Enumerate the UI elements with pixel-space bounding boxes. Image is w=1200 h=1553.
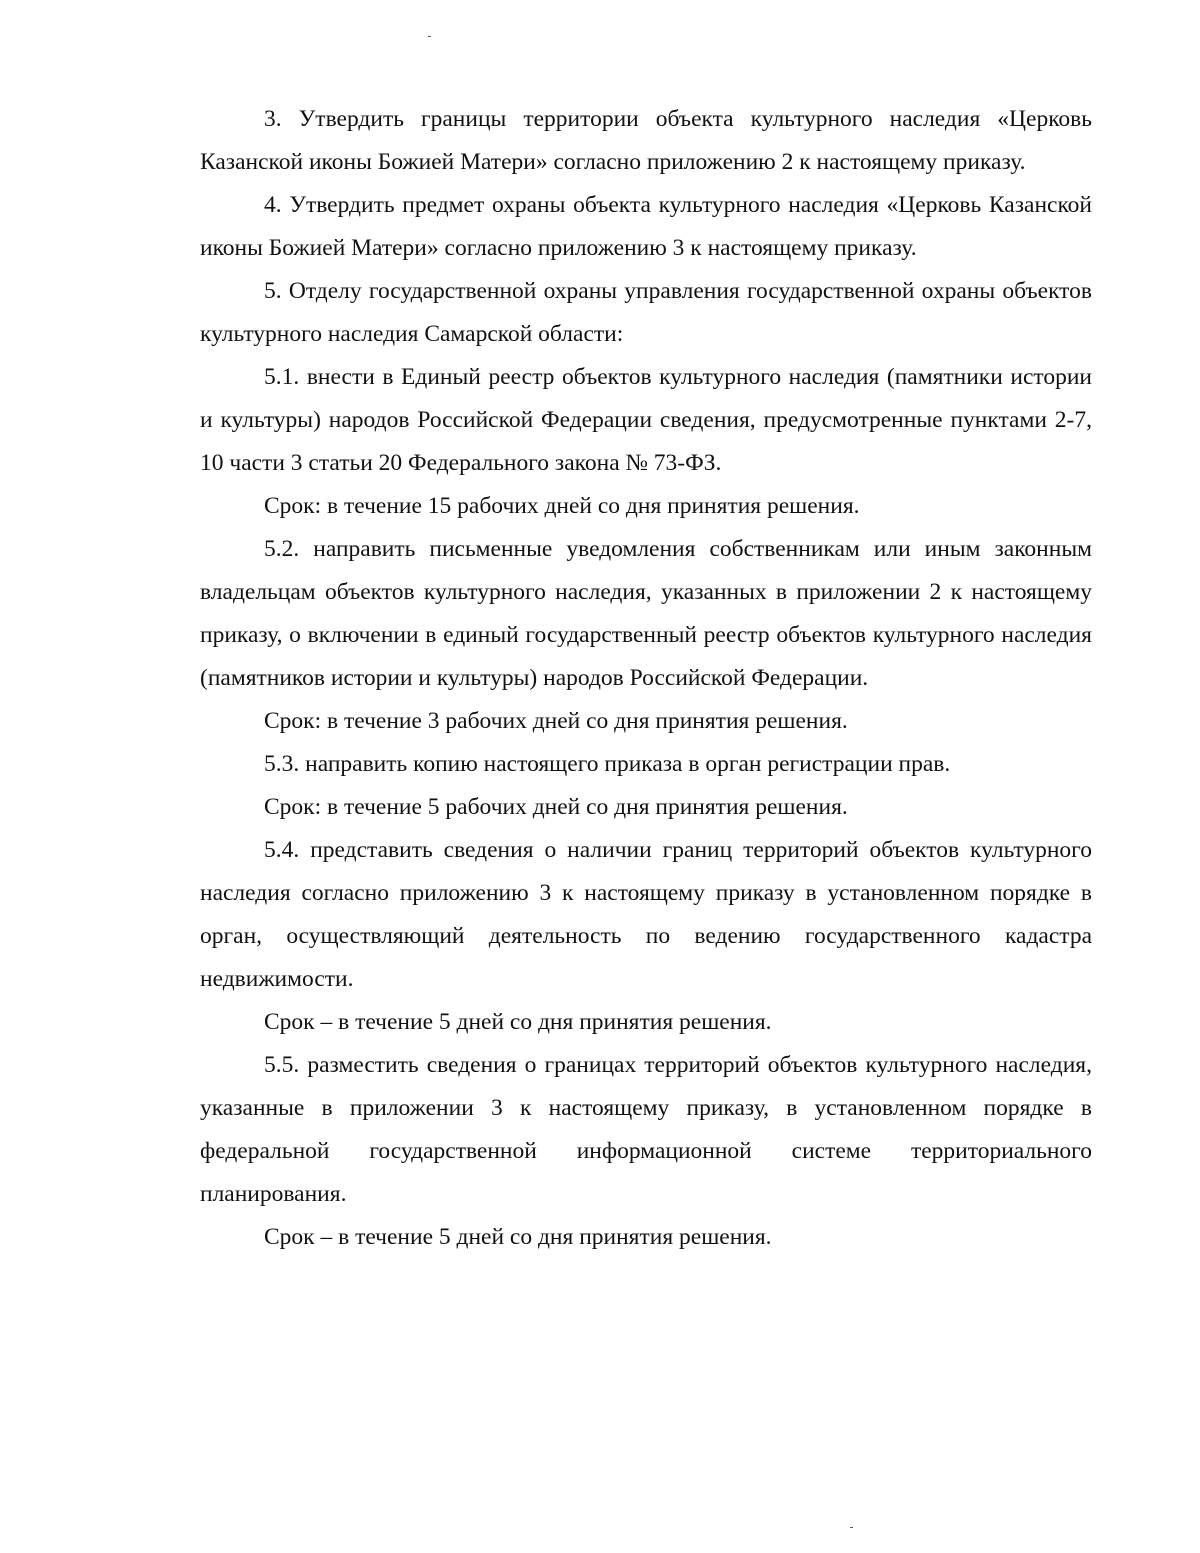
- paragraph-item-5-2: 5.2. направить письменные уведомления собственникам или иным законным владельцам объектов культурного наследия, указанных в приложении 2 к настоящему приказу, о включении в единый государственный реестр объектов культурного наследия (памятников истории и культуры) народов Российской Федерации.: [200, 536, 1092, 691]
- scan-speck: [850, 1527, 853, 1528]
- document-body: [200, 98, 1092, 1259]
- scan-speck: [428, 36, 431, 37]
- paragraph-item-5-1: 5.1. внести в Единый реестр объектов культурного наследия (памятники истории и культуры) народов Российской Федерации сведения, предусмотренные пунктами 2-7, 10 части 3 статьи 20 Федерального закона № 73-ФЗ.: [200, 364, 1092, 476]
- deadline-5-2: Срок: в течение 3 рабочих дней со дня принятия решения.: [264, 708, 848, 734]
- paragraph-item-5-5: 5.5. разместить сведения о границах территорий объектов культурного наследия, указанные в приложении 3 к настоящему приказу, в установленном порядке в федеральной государственной информационной системе территориального планирования.: [200, 1052, 1092, 1207]
- paragraph-item-4: 4. Утвердить предмет охраны объекта культурного наследия «Церковь Казанской иконы Божией Матери» согласно приложению 3 к настоящему приказу.: [200, 192, 1092, 261]
- deadline-5-5: Срок – в течение 5 дней со дня принятия решения.: [264, 1224, 772, 1250]
- deadline-5-4: Срок – в течение 5 дней со дня принятия решения.: [264, 1009, 772, 1035]
- paragraph-item-5-4: 5.4. представить сведения о наличии границ территорий объектов культурного наследия согласно приложению 3 к настоящему приказу в установленном порядке в орган, осуществляющий деятельность по ведению государственного кадастра недвижимости.: [200, 837, 1092, 992]
- deadline-5-3: Срок: в течение 5 рабочих дней со дня принятия решения.: [264, 794, 848, 820]
- paragraph-item-3: 3. Утвердить границы территории объекта культурного наследия «Церковь Казанской иконы Божией Матери» согласно приложению 2 к настоящему приказу.: [200, 106, 1092, 175]
- paragraph-item-5: 5. Отделу государственной охраны управления государственной охраны объектов культурного наследия Самарской области:: [200, 278, 1092, 347]
- paragraph-item-5-3: 5.3. направить копию настоящего приказа в орган регистрации прав.: [264, 751, 951, 777]
- deadline-5-1: Срок: в течение 15 рабочих дней со дня принятия решения.: [264, 493, 860, 519]
